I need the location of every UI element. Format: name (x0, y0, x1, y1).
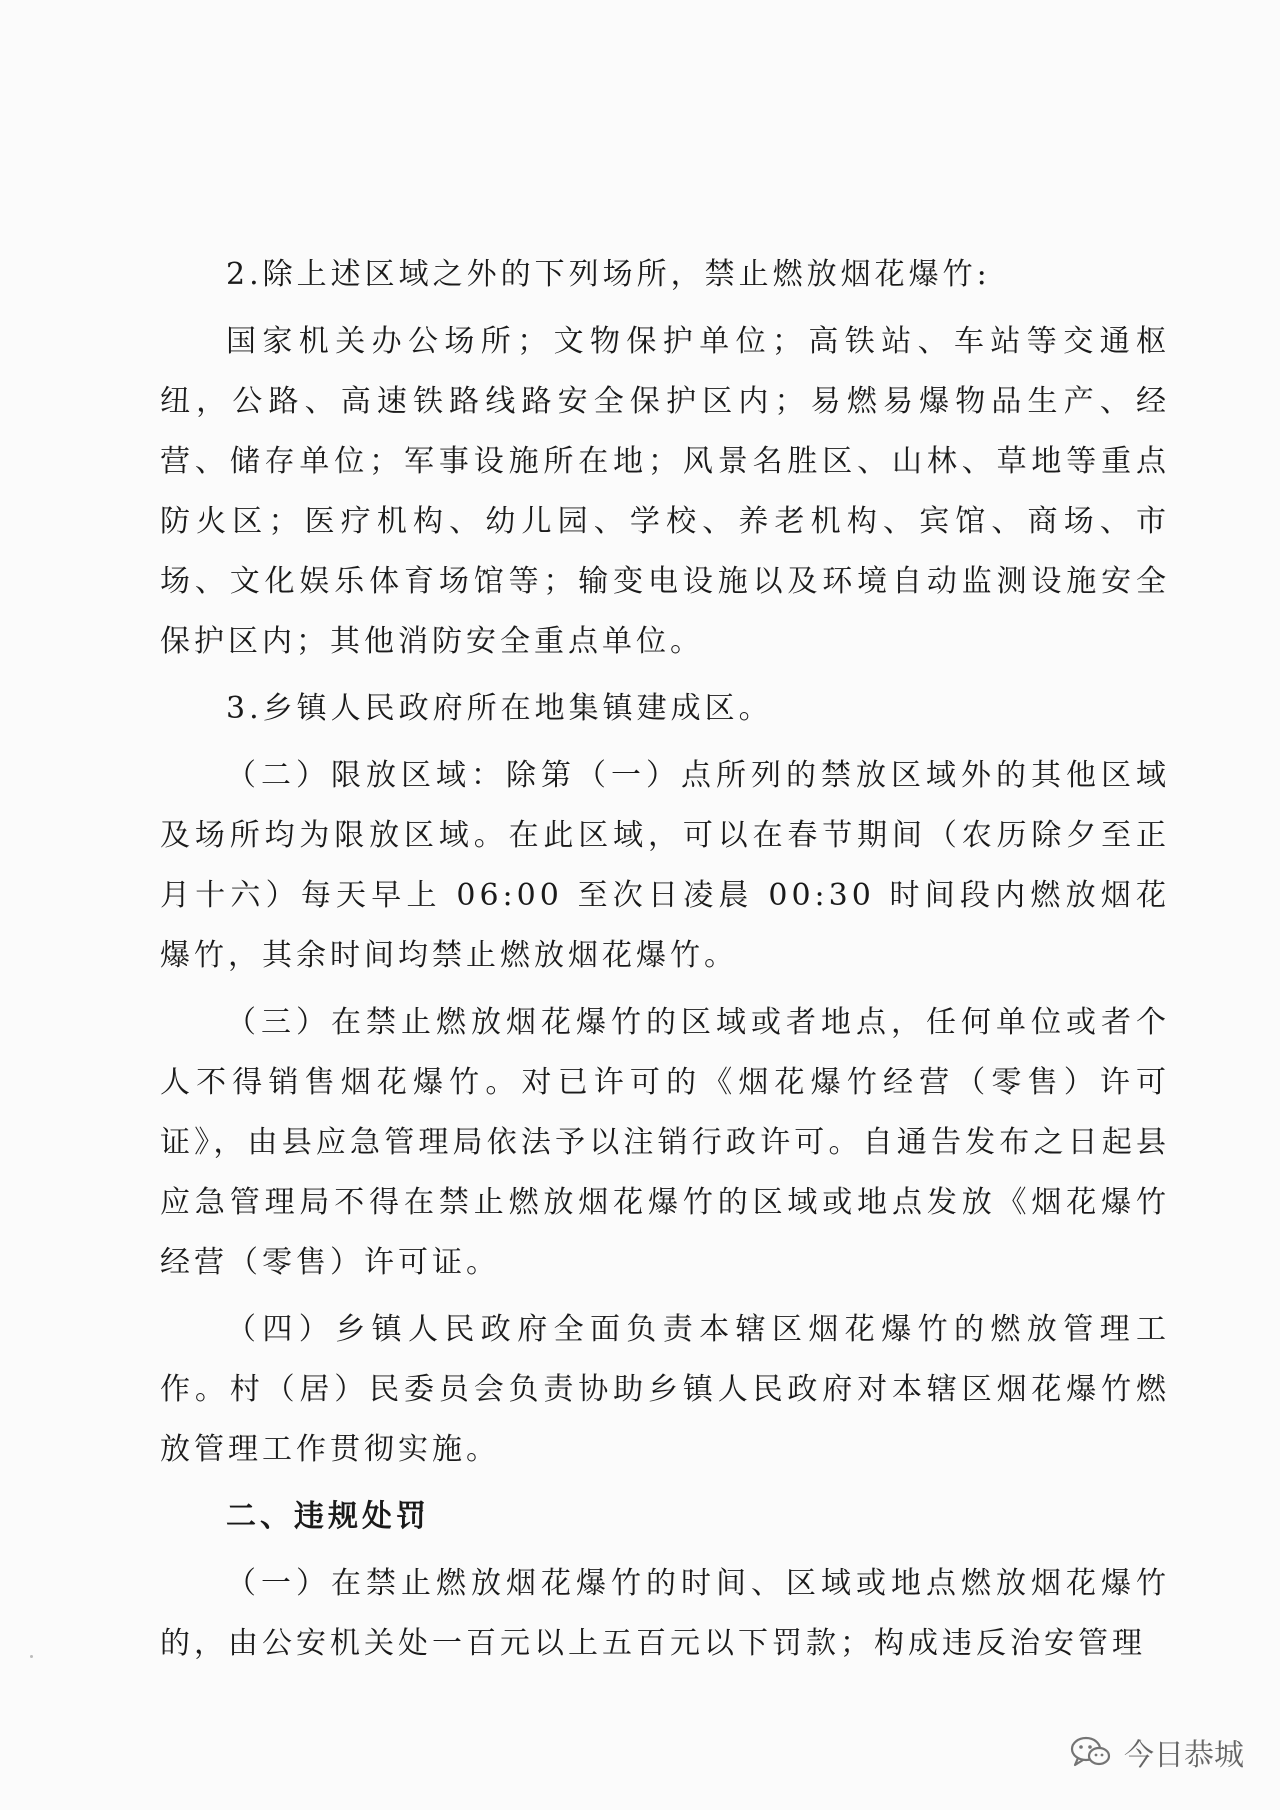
paragraph-prohibited-places: 国家机关办公场所；文物保护单位；高铁站、车站等交通枢纽，公路、高速铁路线路安全保护区内；易燃易爆物品生产、经营、储存单位；军事设施所在地；风景名胜区、山林、草地等重点防火区；医疗机构、幼儿园、学校、养老机构、宾馆、商场、市场、文化娱乐体育场馆等；输变电设施以及环境自动监测设施安全保护区内；其他消防安全重点单位。 (160, 324, 1170, 659)
paragraph-township-responsibility: （四）乡镇人民政府全面负责本辖区烟花爆竹的燃放管理工作。村（居）民委员会负责协助乡镇人民政府对本辖区烟花爆竹燃放管理工作贯彻实施。 (160, 1312, 1170, 1467)
scan-speck (30, 1655, 33, 1658)
paragraph-clause-2: 2.除上述区域之外的下列场所，禁止燃放烟花爆竹: (226, 257, 991, 292)
paragraph-penalty-1: （一）在禁止燃放烟花爆竹的时间、区域或地点燃放烟花爆竹的，由公安机关处一百元以上五百元以下罚款；构成违反治安管理 (160, 1566, 1170, 1661)
watermark-text: 今日恭城 (1124, 1738, 1244, 1773)
watermark (1070, 1730, 1244, 1774)
section-heading-penalties: 二、违规处罚 (226, 1499, 430, 1534)
paragraph-restricted-area: （二）限放区域：除第（一）点所列的禁放区域外的其他区域及场所均为限放区域。在此区域，可以在春节期间（农历除夕至正月十六）每天早上 06:00 至次日凌晨 00:30 时间段内燃放烟花爆竹，其余时间均禁止燃放烟花爆竹。 (160, 758, 1170, 973)
document-body (160, 245, 1170, 1681)
wechat-icon (1070, 1735, 1112, 1769)
paragraph-clause-3: 3.乡镇人民政府所在地集镇建成区。 (226, 691, 773, 726)
paragraph-sales-ban: （三）在禁止燃放烟花爆竹的区域或者地点，任何单位或者个人不得销售烟花爆竹。对已许可的《烟花爆竹经营（零售）许可证》，由县应急管理局依法予以注销行政许可。自通告发布之日起县应急管理局不得在禁止燃放烟花爆竹的区域或地点发放《烟花爆竹经营（零售）许可证。 (160, 1005, 1170, 1280)
